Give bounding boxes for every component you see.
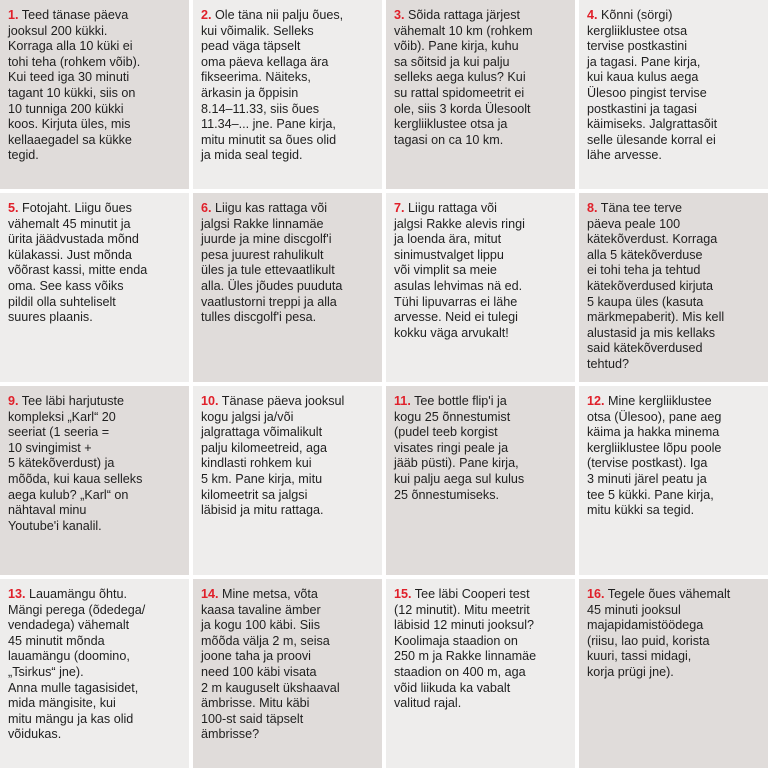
task-description: Lauamängu õhtu. Mängi perega (õdedega/ vendadega) vähemalt 45 minutit mõnda lauamängu (doomino, „Tsirkus“ jne). Anna mulle tagasisidet, mida mängisite, kui mitu mängu ja kas olid võidukas.: [8, 587, 146, 742]
task-text: [201, 201, 373, 326]
task-text: [201, 587, 373, 743]
task-text: [201, 8, 373, 164]
task-card: [0, 193, 189, 382]
task-card: [0, 0, 189, 189]
task-description: Liigu rattaga või jalgsi Rakke alevis ringi ja loenda ära, mitut sinimustvalget lippu või vimplit sa meie asulas lehvimas nä ed. Tühi lipuvarras ei lähe arvesse. Neid ei tulegi kokku väga arvukalt!: [394, 201, 525, 340]
task-card: [386, 579, 575, 768]
task-description: Mine kergliiklustee otsa (Ülesoo), pane aeg käima ja hakka minema kergliiklustee lõpu poole (tervise postkast). Iga 3 minuti järel peatu ja tee 5 kükki. Pane kirja, mitu kükki sa tegid.: [587, 394, 722, 518]
task-number: 12.: [587, 394, 605, 408]
task-card: [193, 193, 382, 382]
task-number: 13.: [8, 587, 26, 601]
task-card: [386, 0, 575, 189]
task-text: [394, 201, 566, 341]
task-card: [579, 193, 768, 382]
task-number: 9.: [8, 394, 19, 408]
task-number: 16.: [587, 587, 605, 601]
task-number: 3.: [394, 8, 405, 22]
task-text: [587, 394, 759, 519]
task-description: Tegele õues vähemalt 45 minuti jooksul majapidamistöödega (riisu, lao puid, korista kuuri, tassi midagi, korja prügi jne).: [587, 587, 731, 679]
task-text: [201, 394, 373, 519]
task-text: [394, 8, 566, 148]
task-number: 10.: [201, 394, 219, 408]
task-description: Sõida rattaga järjest vähemalt 10 km (rohkem võib). Pane kirja, kuhu sa sõitsid ja kui palju selleks aega kulus? Kui su rattal spidomeetrit ei ole, siis 3 korda Ülesoolt kergliiklustee otsa ja tagasi on ca 10 km.: [394, 8, 533, 147]
task-number: 11.: [394, 394, 411, 408]
task-text: [8, 201, 180, 326]
task-card: [386, 193, 575, 382]
task-card: [386, 386, 575, 575]
task-text: [587, 587, 759, 681]
task-description: Mine metsa, võta kaasa tavaline ämber ja kogu 100 käbi. Siis mõõda välja 2 m, seisa joone taha ja proovi need 100 käbi visata 2 m kauguselt ükshaaval ämbrisse. Mitu käbi 100-st said täpselt ämbrisse?: [201, 587, 340, 742]
task-card: [579, 579, 768, 768]
task-card: [193, 579, 382, 768]
task-number: 4.: [587, 8, 598, 22]
task-text: [394, 394, 566, 503]
task-card: [193, 386, 382, 575]
task-card: [579, 386, 768, 575]
task-text: [8, 587, 180, 743]
task-description: Tee bottle flip'i ja kogu 25 õnnestumist (pudel teeb korgist visates ringi peale ja jääb püsti). Pane kirja, kui palju aega sul kulus 25 õnnestumiseks.: [394, 394, 525, 502]
task-number: 5.: [8, 201, 19, 215]
task-text: [587, 201, 759, 373]
task-description: Tee läbi Cooperi test (12 minutit). Mitu meetrit läbisid 12 minuti jooksul? Koolimaja staadion on 250 m ja Rakke linnamäe staadion on 400 m, aga võid liikuda ka vabalt valitud rajal.: [394, 587, 537, 711]
task-description: Tee läbi harjutuste kompleksi „Karl“ 20 seeriat (1 seeria = 10 svingimist + 5 kätekõverdust) ja mõõda, kui kaua selleks aega kulub? „Karl“ on nähtaval minu Youtube'i kanalil.: [8, 394, 143, 533]
task-number: 8.: [587, 201, 598, 215]
task-description: Tänase päeva jooksul kogu jalgsi ja/või jalgrattaga võimalikult palju kilomeetreid, aga kindlasti rohkem kui 5 km. Pane kirja, mitu kilomeetrit sa jalgsi läbisid ja mitu rattaga.: [201, 394, 345, 518]
task-number: 1.: [8, 8, 19, 22]
task-number: 14.: [201, 587, 219, 601]
task-text: [8, 394, 180, 534]
task-card: [0, 386, 189, 575]
task-number: 2.: [201, 8, 212, 22]
task-description: Teed tänase päeva jooksul 200 kükki. Korraga alla 10 küki ei tohi teha (rohkem võib). Kui teed iga 30 minuti tagant 10 kükki, siis on 10 tunniga 200 kükki koos. Kirjuta üles, mis kellaaegadel sa kükke tegid.: [8, 8, 141, 163]
task-number: 15.: [394, 587, 412, 601]
task-card: [193, 0, 382, 189]
task-description: Kõnni (sörgi) kergliiklustee otsa tervise postkastini ja tagasi. Pane kirja, kui kaua kulus aega Ülesoo pingist tervise postkastini ja tagasi käimiseks. Jalgrattasõit selle ülesande korral ei lähe arvesse.: [587, 8, 718, 163]
task-description: Ole täna nii palju õues, kui võimalik. Selleks pead väga täpselt oma päeva kellaga ära fikseerima. Näiteks, ärkasin ja õppisin 8.14–11.33, siis õues 11.34–... jne. Pane kirja, mitu minutit sa õues olid ja mida seal tegid.: [201, 8, 344, 163]
task-number: 6.: [201, 201, 212, 215]
task-description: Liigu kas rattaga või jalgsi Rakke linnamäe juurde ja mine discgolf'i pesa juurest rahulikult üles ja tule ettevaatlikult alla. Üles jõudes puuduta vaatlustorni treppi ja alla tulles discgolf'i pesa.: [201, 201, 343, 325]
task-description: Fotojaht. Liigu õues vähemalt 45 minutit ja ürita jäädvustada mõnd külakassi. Just mõnda võõrast kassi, mitte enda oma. See kass võiks pildil olla suhteliselt suures plaanis.: [8, 201, 148, 325]
task-number: 7.: [394, 201, 405, 215]
task-text: [394, 587, 566, 712]
task-description: Täna tee terve päeva peale 100 kätekõverdust. Korraga alla 5 kätekõverduse ei tohi teha ja tehtud kätekõverdused kirjuta 5 kaupa üles (kasuta märkmepaberit). Mis kell alustasid ja mis kellaks said kätekõverdused tehtud?: [587, 201, 725, 371]
task-text: [587, 8, 759, 164]
task-text: [8, 8, 180, 164]
task-card: [0, 579, 189, 768]
task-card: [579, 0, 768, 189]
